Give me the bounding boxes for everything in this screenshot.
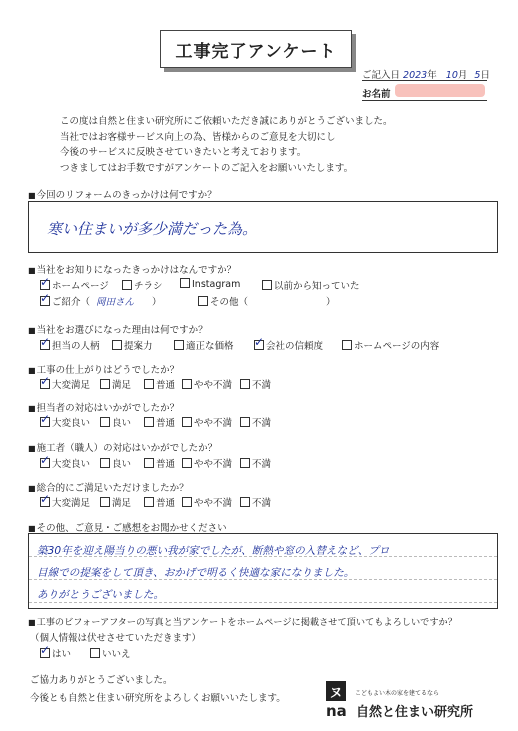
option-no[interactable] xyxy=(90,646,131,660)
q4-option-3[interactable] xyxy=(144,377,175,391)
checkbox[interactable] xyxy=(254,340,264,350)
q7-option-1[interactable] xyxy=(40,495,90,509)
logo-icon: ヌ xyxy=(326,681,346,701)
intro-line: この度は自然と住まい研究所にご依頼いただき誠にありがとうございました。 xyxy=(60,116,393,127)
checkbox[interactable] xyxy=(198,296,208,306)
option-instagram[interactable] xyxy=(180,278,240,290)
q5-option-5[interactable] xyxy=(240,415,271,429)
question-staff: ■ 担当者の対応はいかがでしたか？ xyxy=(28,400,179,414)
thanks-text: ご協力ありがとうございました。 xyxy=(30,675,173,686)
option-label: 普通 xyxy=(156,459,176,470)
option-label: 普通 xyxy=(156,498,176,509)
date-day[interactable]: 5 xyxy=(474,70,481,81)
option-label: 普通 xyxy=(156,418,176,429)
q4-option-1[interactable] xyxy=(40,377,90,391)
checkbox[interactable] xyxy=(342,340,352,350)
comment-line: ありがとうございました。 xyxy=(37,589,165,601)
checkbox[interactable] xyxy=(174,340,184,350)
year-unit: 年 xyxy=(427,70,437,81)
question-craftsman: ■ 施工者（職人）の対応はいかがでしたか？ xyxy=(28,440,217,454)
option-label: 不満 xyxy=(252,418,272,429)
option-staff-personality[interactable] xyxy=(40,338,100,352)
q5-option-1[interactable] xyxy=(40,415,90,429)
q6-option-1[interactable] xyxy=(40,456,90,470)
option-label: 会社の信頼度 xyxy=(266,341,324,352)
option-label: いいえ xyxy=(102,649,131,660)
option-label: ご紹介（ xyxy=(52,297,91,308)
checkbox[interactable] xyxy=(40,417,50,427)
name-redaction xyxy=(395,84,485,97)
q6-option-2[interactable] xyxy=(100,456,131,470)
q4-option-4[interactable] xyxy=(182,377,232,391)
option-label: その他（ xyxy=(210,297,249,308)
option-label: 良い xyxy=(112,459,132,470)
comment-line: 築30年を迎え陽当りの悪い我が家でしたが、断熱や窓の入替えなど、プロ xyxy=(37,545,390,557)
option-label: 提案力 xyxy=(124,341,153,352)
checkbox[interactable] xyxy=(144,497,154,507)
option-label: 満足 xyxy=(112,498,132,509)
date-year[interactable]: 2023 xyxy=(403,70,428,81)
intro-line: 当社ではお客様サービス向上の為、皆様からのご意見を大切にし xyxy=(60,131,336,143)
question-discovery: ■ 当社をお知りになったきっかけはなんですか？ xyxy=(28,262,236,276)
checkbox[interactable] xyxy=(240,379,250,389)
logo-tagline: こどもよい木の家を建てるなら xyxy=(355,690,440,697)
option-label: 不満 xyxy=(252,459,272,470)
question-comments: ■ その他、ご意見・ご感想をお聞かせください xyxy=(28,520,227,534)
option-yes[interactable] xyxy=(40,646,71,660)
referral-name: 岡田さん xyxy=(96,297,135,308)
option-label: やや不満 xyxy=(194,380,233,391)
option-label: 担当の人柄 xyxy=(52,341,100,352)
intro-line: つきましてはお手数ですがアンケートのご記入をお願いいたします。 xyxy=(60,162,354,174)
checkbox[interactable] xyxy=(182,458,192,468)
option-label: やや不満 xyxy=(194,459,233,470)
question-publish: ■ 工事のビフォーアフターの写真と当アンケートをホームページに掲載させて頂いてもよろしいですか？ xyxy=(28,614,457,628)
answer-box-trigger[interactable] xyxy=(28,201,498,253)
q7-option-3[interactable] xyxy=(144,495,175,509)
answer-comments-text xyxy=(37,540,389,606)
answer-trigger-text: 寒い住まいが多少満だった為。 xyxy=(47,220,258,238)
option-company-trust[interactable] xyxy=(254,338,323,352)
option-label: 大変満足 xyxy=(52,380,91,391)
option-label: 適正な価格 xyxy=(186,341,234,352)
date-underline xyxy=(362,80,487,81)
q7-option-4[interactable] xyxy=(182,495,232,509)
option-fair-price[interactable] xyxy=(174,338,234,352)
q6-option-3[interactable] xyxy=(144,456,175,470)
checkbox[interactable] xyxy=(40,379,50,389)
privacy-note: （個人情報は伏せさせていただきます） xyxy=(30,633,202,644)
option-label: 以前から知っていた xyxy=(274,281,360,292)
checkbox[interactable] xyxy=(90,648,100,658)
option-label: 大変良い xyxy=(52,459,91,470)
option-flyer[interactable] xyxy=(122,278,163,292)
comment-line: 目線での提案をして頂き、おかげで明るく快適な家になりました。 xyxy=(37,567,355,579)
option-label: 満足 xyxy=(112,380,132,391)
option-label: 不満 xyxy=(252,498,272,509)
answer-box-comments[interactable] xyxy=(28,533,498,609)
q6-option-5[interactable] xyxy=(240,456,271,470)
option-proposal[interactable] xyxy=(112,338,153,352)
checkbox[interactable] xyxy=(240,458,250,468)
name-underline xyxy=(362,100,487,101)
closing-text: 今後とも自然と住まい研究所をよろしくお願いいたします。 xyxy=(30,693,286,704)
checkbox[interactable] xyxy=(182,497,192,507)
q4-option-5[interactable] xyxy=(240,377,271,391)
option-homepage-content[interactable] xyxy=(342,338,439,352)
option-label: 大変満足 xyxy=(52,498,91,509)
date-month[interactable]: 10 xyxy=(445,70,458,81)
checkbox[interactable] xyxy=(40,280,50,290)
option-label: Instagram xyxy=(192,279,241,290)
option-other[interactable] xyxy=(198,294,336,308)
option-label: やや不満 xyxy=(194,498,233,509)
other-close: ） xyxy=(326,297,336,308)
option-label: 普通 xyxy=(156,380,176,391)
option-label: はい xyxy=(52,649,72,660)
checkbox[interactable] xyxy=(180,278,190,288)
option-label: やや不満 xyxy=(194,418,233,429)
question-reason: ■ 当社をお選びになった理由は何ですか？ xyxy=(28,322,208,336)
checkbox[interactable] xyxy=(122,280,132,290)
checkbox[interactable] xyxy=(100,417,110,427)
checkbox[interactable] xyxy=(112,340,122,350)
name-label: お名前 xyxy=(362,89,391,100)
option-label: 大変良い xyxy=(52,418,91,429)
checkbox[interactable] xyxy=(240,497,250,507)
option-homepage[interactable] xyxy=(40,278,109,292)
checkbox[interactable] xyxy=(262,280,272,290)
option-label: ホームページ xyxy=(52,281,109,292)
checkbox[interactable] xyxy=(100,497,110,507)
intro-paragraph xyxy=(60,114,393,176)
checkbox[interactable] xyxy=(40,296,50,306)
checkbox[interactable] xyxy=(182,417,192,427)
option-label: 不満 xyxy=(252,380,272,391)
checkbox[interactable] xyxy=(144,417,154,427)
option-referral[interactable] xyxy=(40,294,162,308)
checkbox[interactable] xyxy=(182,379,192,389)
checkbox[interactable] xyxy=(40,497,50,507)
month-unit: 月 xyxy=(457,70,468,81)
q7-option-5[interactable] xyxy=(240,495,271,509)
checkbox[interactable] xyxy=(144,458,154,468)
checkbox[interactable] xyxy=(40,458,50,468)
checkbox[interactable] xyxy=(144,379,154,389)
q7-option-2[interactable] xyxy=(100,495,131,509)
company-logo xyxy=(326,701,473,720)
survey-title: 工事完了アンケート xyxy=(160,30,352,68)
question-overall: ■ 総合的にご満足いただけましたか？ xyxy=(28,480,189,494)
date-line xyxy=(362,67,490,81)
q4-option-2[interactable] xyxy=(100,377,131,391)
date-label: ご記入日 xyxy=(362,70,401,81)
option-label: 良い xyxy=(112,418,132,429)
option-known-before[interactable] xyxy=(262,278,360,292)
checkbox[interactable] xyxy=(40,648,50,658)
day-unit: 日 xyxy=(480,70,490,81)
option-label: チラシ xyxy=(134,281,163,292)
question-trigger: ■ 今回のリフォームのきっかけは何ですか？ xyxy=(28,187,217,201)
q5-option-3[interactable] xyxy=(144,415,175,429)
checkbox[interactable] xyxy=(40,340,50,350)
checkbox[interactable] xyxy=(100,379,110,389)
q5-option-4[interactable] xyxy=(182,415,232,429)
intro-line: 今後のサービスに反映させていきたいと考えております。 xyxy=(60,147,307,158)
checkbox[interactable] xyxy=(100,458,110,468)
checkbox[interactable] xyxy=(240,417,250,427)
q6-option-4[interactable] xyxy=(182,456,232,470)
option-label: ホームページの内容 xyxy=(354,341,440,352)
q5-option-2[interactable] xyxy=(100,415,131,429)
logo-mark: na xyxy=(326,702,347,720)
question-finish: ■ 工事の仕上がりはどうでしたか？ xyxy=(28,362,179,376)
referral-close: ） xyxy=(152,297,162,308)
company-name: 自然と住まい研究所 xyxy=(356,705,474,720)
